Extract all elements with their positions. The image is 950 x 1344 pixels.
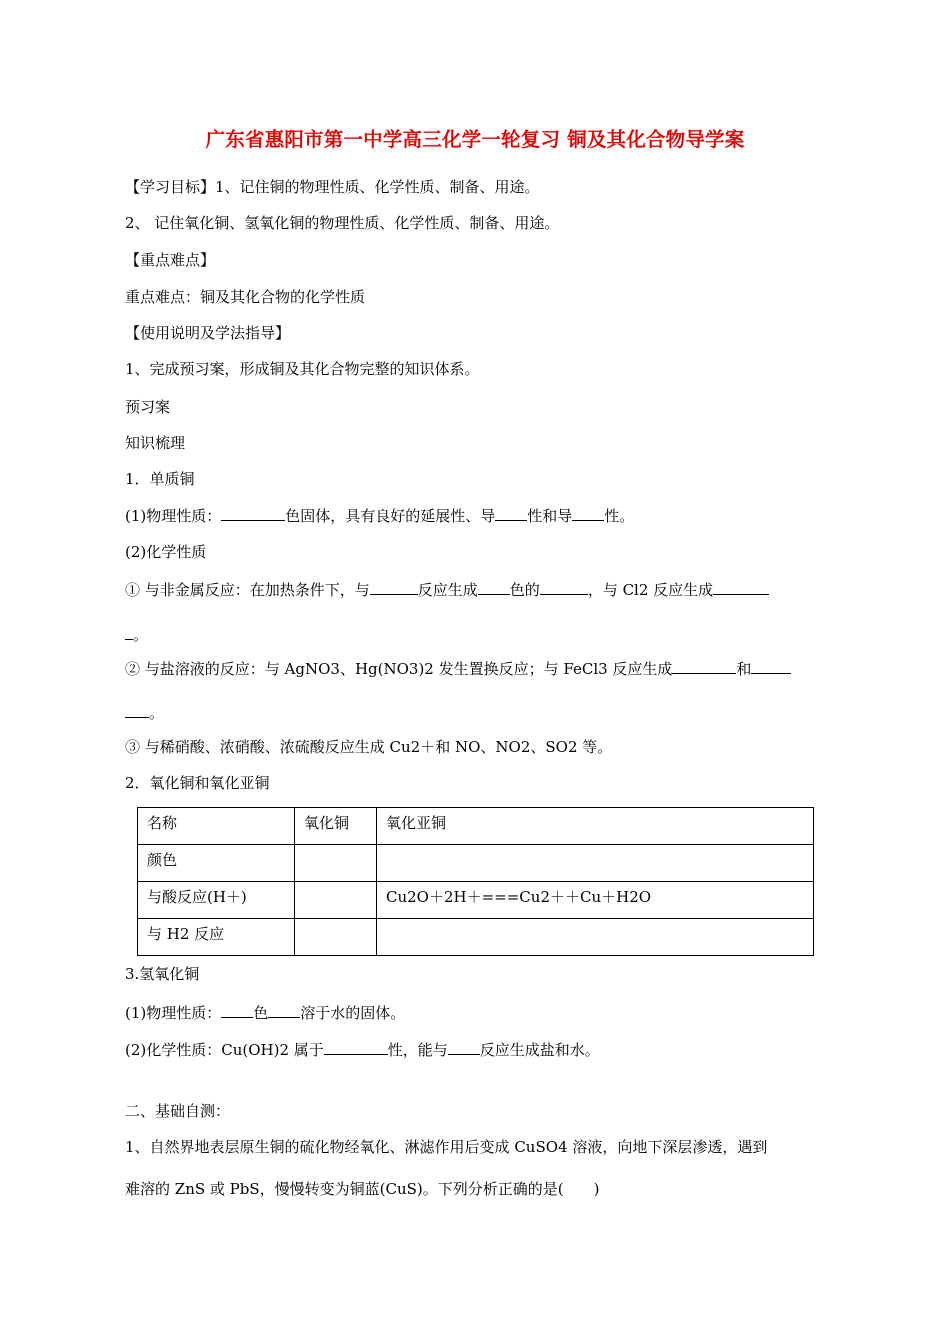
blank: [448, 1039, 480, 1055]
blank: [221, 505, 285, 521]
usage-text: 1、完成预习案，形成铜及其化合物完整的知识体系。: [125, 360, 480, 378]
table-cell: 颜色: [138, 845, 295, 882]
key-points-text: 重点难点：铜及其化合物的化学性质: [125, 288, 366, 306]
copper-physical-properties: (1)物理性质： 色固体，具有良好的延展性、导 性和导 性。: [125, 507, 635, 525]
table-row: [138, 882, 814, 919]
table-cell: 与酸反应(H＋): [138, 882, 295, 919]
table-cell: 氧化铜: [295, 808, 377, 845]
key-points-heading: 【重点难点】: [125, 251, 216, 269]
blank: [370, 579, 418, 595]
learning-goal-2: 2、 记住氧化铜、氢氧化铜的物理性质、化学性质、制备、用途。: [125, 214, 560, 232]
blank: [478, 579, 510, 595]
usage-heading: 【使用说明及学法指导】: [125, 324, 291, 342]
table-cell: 氧化亚铜: [377, 808, 814, 845]
knowledge-label: 知识梳理: [125, 434, 186, 452]
table-row: [138, 808, 814, 845]
table-cell: [295, 845, 377, 882]
blank: [572, 505, 604, 521]
table-cell: [377, 919, 814, 956]
table-cell: Cu2O＋2H＋===Cu2＋＋Cu＋H2O: [377, 882, 814, 919]
section-2-heading: 2．氧化铜和氧化亚铜: [125, 774, 270, 792]
reaction-nonmetal-cont: 。: [125, 624, 148, 645]
blank: [713, 579, 769, 595]
learning-goal-1: 【学习目标】1、记住铜的物理性质、化学性质、制备、用途。: [125, 178, 540, 196]
hydroxide-chemical-properties: (2)化学性质：Cu(OH)2 属于 性，能与 反应生成盐和水。: [125, 1041, 600, 1059]
blank: [268, 1002, 300, 1018]
blank: [125, 702, 149, 718]
table-cell: [377, 845, 814, 882]
reaction-acids: ③ 与稀硝酸、浓硝酸、浓硫酸反应生成 Cu2＋和 NO、NO2、SO2 等。: [125, 738, 613, 756]
table-cell: 与 H2 反应: [138, 919, 295, 956]
blank: [125, 624, 133, 640]
section-1-heading: 1．单质铜: [125, 470, 195, 488]
blank: [540, 579, 588, 595]
blank: [751, 658, 791, 674]
table-cell: [295, 882, 377, 919]
copper-chemical-heading: (2)化学性质: [125, 543, 207, 561]
section-3-heading: 3.氢氧化铜: [125, 965, 200, 983]
reaction-salt-solution: ② 与盐溶液的反应：与 AgNO3、Hg(NO3)2 发生置换反应；与 FeCl3 反应生成 和: [125, 658, 791, 679]
blank: [324, 1039, 388, 1055]
self-test-heading: 二、基础自测：: [125, 1102, 231, 1120]
blank: [672, 658, 736, 674]
hydroxide-physical-properties: (1)物理性质： 色 溶于水的固体。: [125, 1004, 406, 1022]
reaction-nonmetal: ① 与非金属反应：在加热条件下，与 反应生成 色的 ，与 Cl2 反应生成: [125, 579, 769, 600]
preview-label: 预习案: [125, 398, 171, 416]
table-cell: [295, 919, 377, 956]
reaction-salt-solution-cont: 。: [125, 702, 164, 723]
document-title: 广东省惠阳市第一中学高三化学一轮复习 铜及其化合物导学案: [205, 128, 745, 151]
question-1-line-1: 1、自然界地表层原生铜的硫化物经氧化、淋滤作用后变成 CuSO4 溶液，向地下深层渗透，遇到: [125, 1138, 768, 1156]
oxide-comparison-table: [137, 807, 814, 956]
table-row: [138, 919, 814, 956]
question-1-line-2: 难溶的 ZnS 或 PbS，慢慢转变为铜蓝(CuS)。下列分析正确的是( ): [125, 1180, 600, 1198]
blank: [221, 1002, 253, 1018]
blank: [495, 505, 527, 521]
table-cell: 名称: [138, 808, 295, 845]
table-row: [138, 845, 814, 882]
